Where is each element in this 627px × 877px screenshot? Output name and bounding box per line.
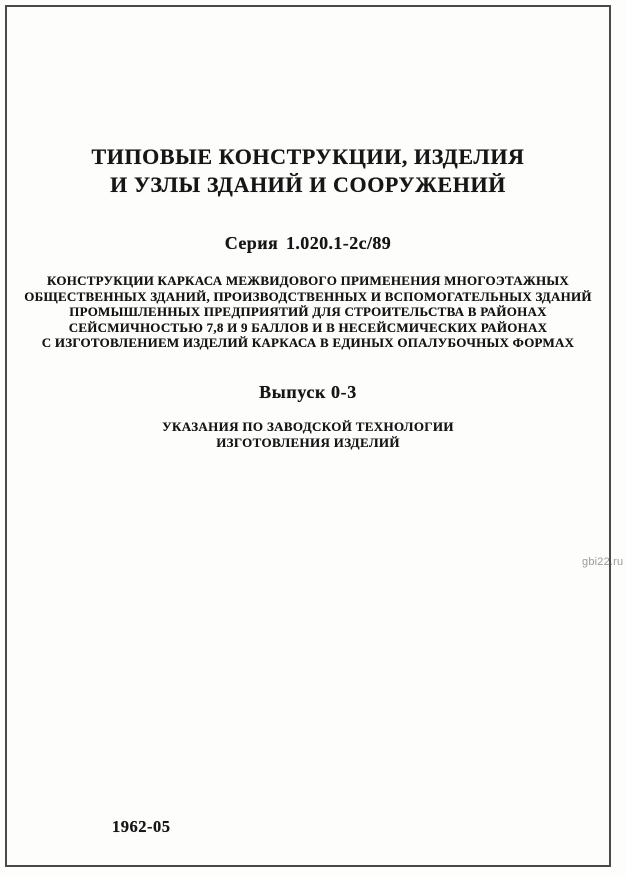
description-line-3: ПРОМЫШЛЕННЫХ ПРЕДПРИЯТИЙ ДЛЯ СТРОИТЕЛЬСТВА В РАЙОНАХ — [69, 304, 547, 319]
subtitle-line-2: ИЗГОТОВЛЕНИЯ ИЗДЕЛИЙ — [216, 434, 400, 450]
description-line-2: ОБЩЕСТВЕННЫХ ЗДАНИЙ, ПРОИЗВОДСТВЕННЫХ И ВСПОМОГАТЕЛЬНЫХ ЗДАНИЙ — [24, 288, 592, 304]
site-watermark: gbi22.ru — [582, 556, 624, 568]
description-line-5: С ИЗГОТОВЛЕНИЕМ ИЗДЕЛИЙ КАРКАСА В ЕДИНЫХ ОПАЛУБОЧНЫХ ФОРМАХ — [41, 335, 575, 350]
subtitle-line-1: УКАЗАНИЯ ПО ЗАВОДСКОЙ ТЕХНОЛОГИИ — [162, 419, 454, 434]
description-line-4: СЕЙСМИЧНОСТЬЮ 7,8 И 9 БАЛЛОВ И В НЕСЕЙСМИЧЕСКИХ РАЙОНАХ — [68, 319, 548, 335]
document-title-line-2: И УЗЛЫ ЗДАНИЙ И СООРУЖЕНИЙ — [110, 172, 506, 197]
document-description — [7, 273, 609, 351]
document-title-line-1: ТИПОВЫЕ КОНСТРУКЦИИ, ИЗДЕЛИЯ — [91, 144, 525, 169]
description-line-1: КОНСТРУКЦИИ КАРКАСА МЕЖВИДОВОГО ПРИМЕНЕНИЯ МНОГОЭТАЖНЫХ — [47, 273, 569, 288]
document-title — [7, 143, 609, 199]
series-label: Серия 1.020.1-2с/89 — [224, 233, 392, 253]
document-subtitle — [7, 419, 609, 450]
page-border-frame — [5, 5, 611, 867]
document-designation: 1962-05 — [112, 817, 171, 836]
issue-label: Выпуск 0-3 — [259, 382, 357, 402]
